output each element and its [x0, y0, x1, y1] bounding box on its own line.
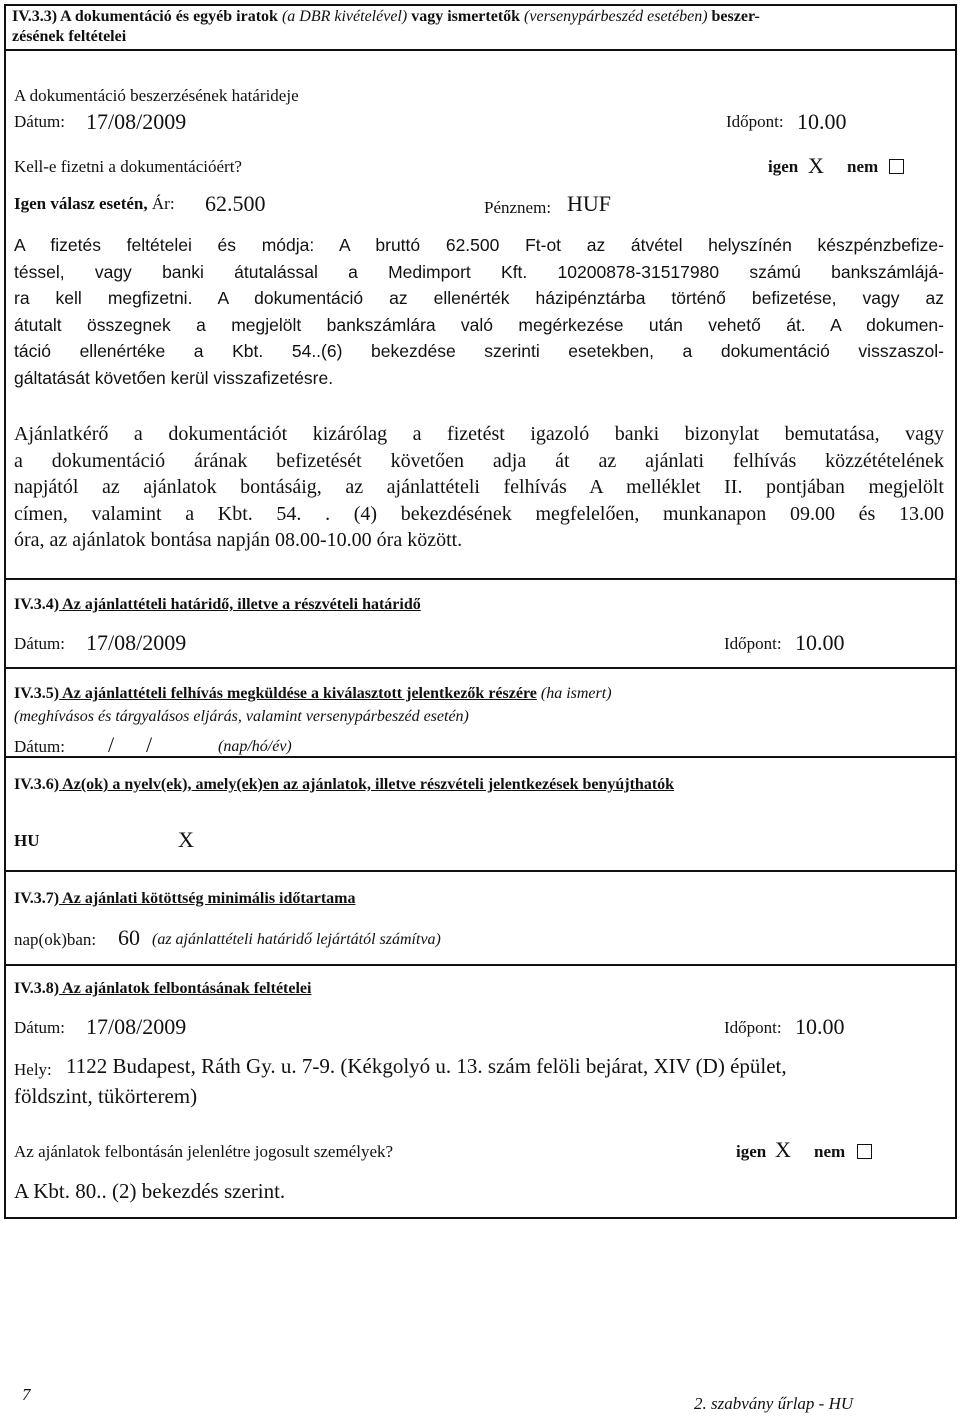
- date-format: (nap/hó/év): [218, 738, 292, 755]
- time-value: 10.00: [795, 1014, 845, 1039]
- deadline-label: A dokumentáció beszerzésének határideje: [14, 86, 299, 105]
- price-value: 62.500: [205, 191, 266, 216]
- section-title: IV.3.4) Az ajánlattételi határidő, illetve a részvételi határidő: [14, 596, 421, 613]
- date-label: Dátum:: [14, 112, 65, 131]
- handover-terms: [14, 421, 944, 554]
- time-label: Időpont:: [724, 634, 782, 653]
- section-title: IV.3.7) Az ajánlati kötöttség minimális időtartama: [14, 890, 356, 907]
- handover-line: napjától az ajánlatok bontásáig, az ajánlattételi felhívás A melléklet II. pontjában megjelölt: [14, 476, 944, 498]
- section-number: IV.3.8): [14, 980, 60, 997]
- section-subtitle: (meghívásos és tárgyalásos eljárás, valamint versenypárbeszéd esetén): [14, 708, 469, 725]
- payment-line: táció ellenértéke a Kbt. 54..(6) bekezdése szerinti esetekben, a dokumentáció visszaszol-: [14, 341, 944, 361]
- divider: [4, 667, 957, 669]
- divider: [4, 964, 957, 966]
- language-code: HU: [14, 831, 40, 850]
- section-title: IV.3.5) Az ajánlattételi felhívás megküldése a kiválasztott jelentkezők részére (ha ismert): [14, 685, 612, 702]
- yes-checkmark: X: [808, 153, 824, 178]
- price-row: Igen válasz esetén, Ár:: [14, 194, 175, 213]
- date-value: 17/08/2009: [86, 109, 187, 134]
- divider: [4, 870, 957, 872]
- days-label: nap(ok)ban:: [14, 930, 97, 949]
- days-note: (az ajánlattételi határidő lejártától számítva): [152, 931, 441, 948]
- time-value: 10.00: [795, 630, 845, 655]
- place-line: földszint, tükörterem): [14, 1084, 198, 1108]
- days-value: 60: [118, 925, 140, 950]
- yes-label: igen: [768, 157, 799, 176]
- presence-question: Az ajánlatok felbontásán jelenlétre jogosult személyek?: [14, 1142, 394, 1161]
- yes-checkmark: X: [775, 1137, 791, 1162]
- language-checkmark: X: [178, 827, 194, 852]
- date-slash: /: [108, 732, 115, 757]
- handover-line: Ajánlatkérő a dokumentációt kizárólag a fizetést igazoló banki bizonylat bemutatása, vagy: [14, 423, 944, 445]
- payment-line: ra kell megfizetni. A dokumentáció az ellenérték házipénztárba történő befizetése, vagy az: [14, 288, 944, 308]
- yes-label: igen: [736, 1142, 767, 1161]
- section-number: IV.3.3): [12, 8, 58, 25]
- time-value: 10.00: [797, 109, 847, 134]
- handover-line: a dokumentáció árának befizetését követően adja át az ajánlati felhívás közzétételének: [14, 449, 944, 472]
- date-value: 17/08/2009: [86, 1014, 187, 1039]
- section-number: IV.3.7): [14, 890, 60, 907]
- date-label: Dátum:: [14, 634, 65, 653]
- presence-answer: A Kbt. 80.. (2) bekezdés szerint.: [14, 1179, 286, 1203]
- place-line: 1122 Budapest, Ráth Gy. u. 7-9. (Kékgolyó u. 13. szám felöli bejárat, XIV (D) épület,: [66, 1054, 787, 1078]
- payment-line: téssel, vagy banki átutalással a Medimport Kft. 10200878-31517980 számú bankszámlájá-: [14, 261, 944, 282]
- section-title: IV.3.6) Az(ok) a nyelv(ek), amely(ek)en az ajánlatok, illetve részvételi jelentkezések benyújthatók: [14, 776, 675, 793]
- handover-line: címen, valamint a Kbt. 54. . (4) bekezdésének megfelelően, munkanapon 09.00 és 13.00: [14, 502, 944, 525]
- payment-terms: [14, 232, 944, 391]
- payment-line: átutalt összegnek a megjelölt bankszámlára való megérkezése után vehető át. A dokumen-: [14, 314, 944, 335]
- divider: [4, 49, 957, 51]
- section-title: IV.3.3) A dokumentáció és egyéb iratok (a DBR kivételével) vagy ismertetők (versenypárbeszéd esetében) beszer-: [12, 8, 760, 25]
- no-checkbox[interactable]: [857, 1144, 872, 1159]
- date-label: Dátum:: [14, 737, 65, 756]
- no-label: nem: [847, 157, 879, 176]
- no-checkbox[interactable]: [889, 159, 904, 174]
- pay-question: Kell-e fizetni a dokumentációért?: [14, 157, 242, 176]
- section-number: IV.3.5): [14, 685, 60, 702]
- currency-value: HUF: [567, 191, 612, 216]
- section-number: IV.3.6): [14, 776, 60, 793]
- payment-line: gáltatását követően kerül visszafizetésre.: [14, 367, 334, 388]
- currency-label: Pénznem:: [484, 198, 552, 217]
- date-slash: /: [146, 732, 153, 757]
- payment-line: A fizetés feltételei és módja: A bruttó 62.500 Ft-ot az átvétel helyszínén készpénzbefize-: [14, 235, 944, 255]
- section-title-line2: zésének feltételei: [12, 28, 127, 45]
- section-number: IV.3.4): [14, 596, 60, 613]
- no-label: nem: [814, 1142, 846, 1161]
- place-label: Hely:: [14, 1060, 52, 1079]
- form-name: 2. szabvány űrlap - HU: [694, 1394, 854, 1413]
- time-label: Időpont:: [724, 1018, 782, 1037]
- time-label: Időpont:: [726, 112, 784, 131]
- date-value: 17/08/2009: [86, 630, 187, 655]
- handover-line: óra, az ajánlatok bontása napján 08.00-10.00 óra között.: [14, 529, 463, 551]
- date-label: Dátum:: [14, 1018, 65, 1037]
- page-number: 7: [22, 1385, 31, 1404]
- section-title: IV.3.8) Az ajánlatok felbontásának feltételei: [14, 980, 312, 997]
